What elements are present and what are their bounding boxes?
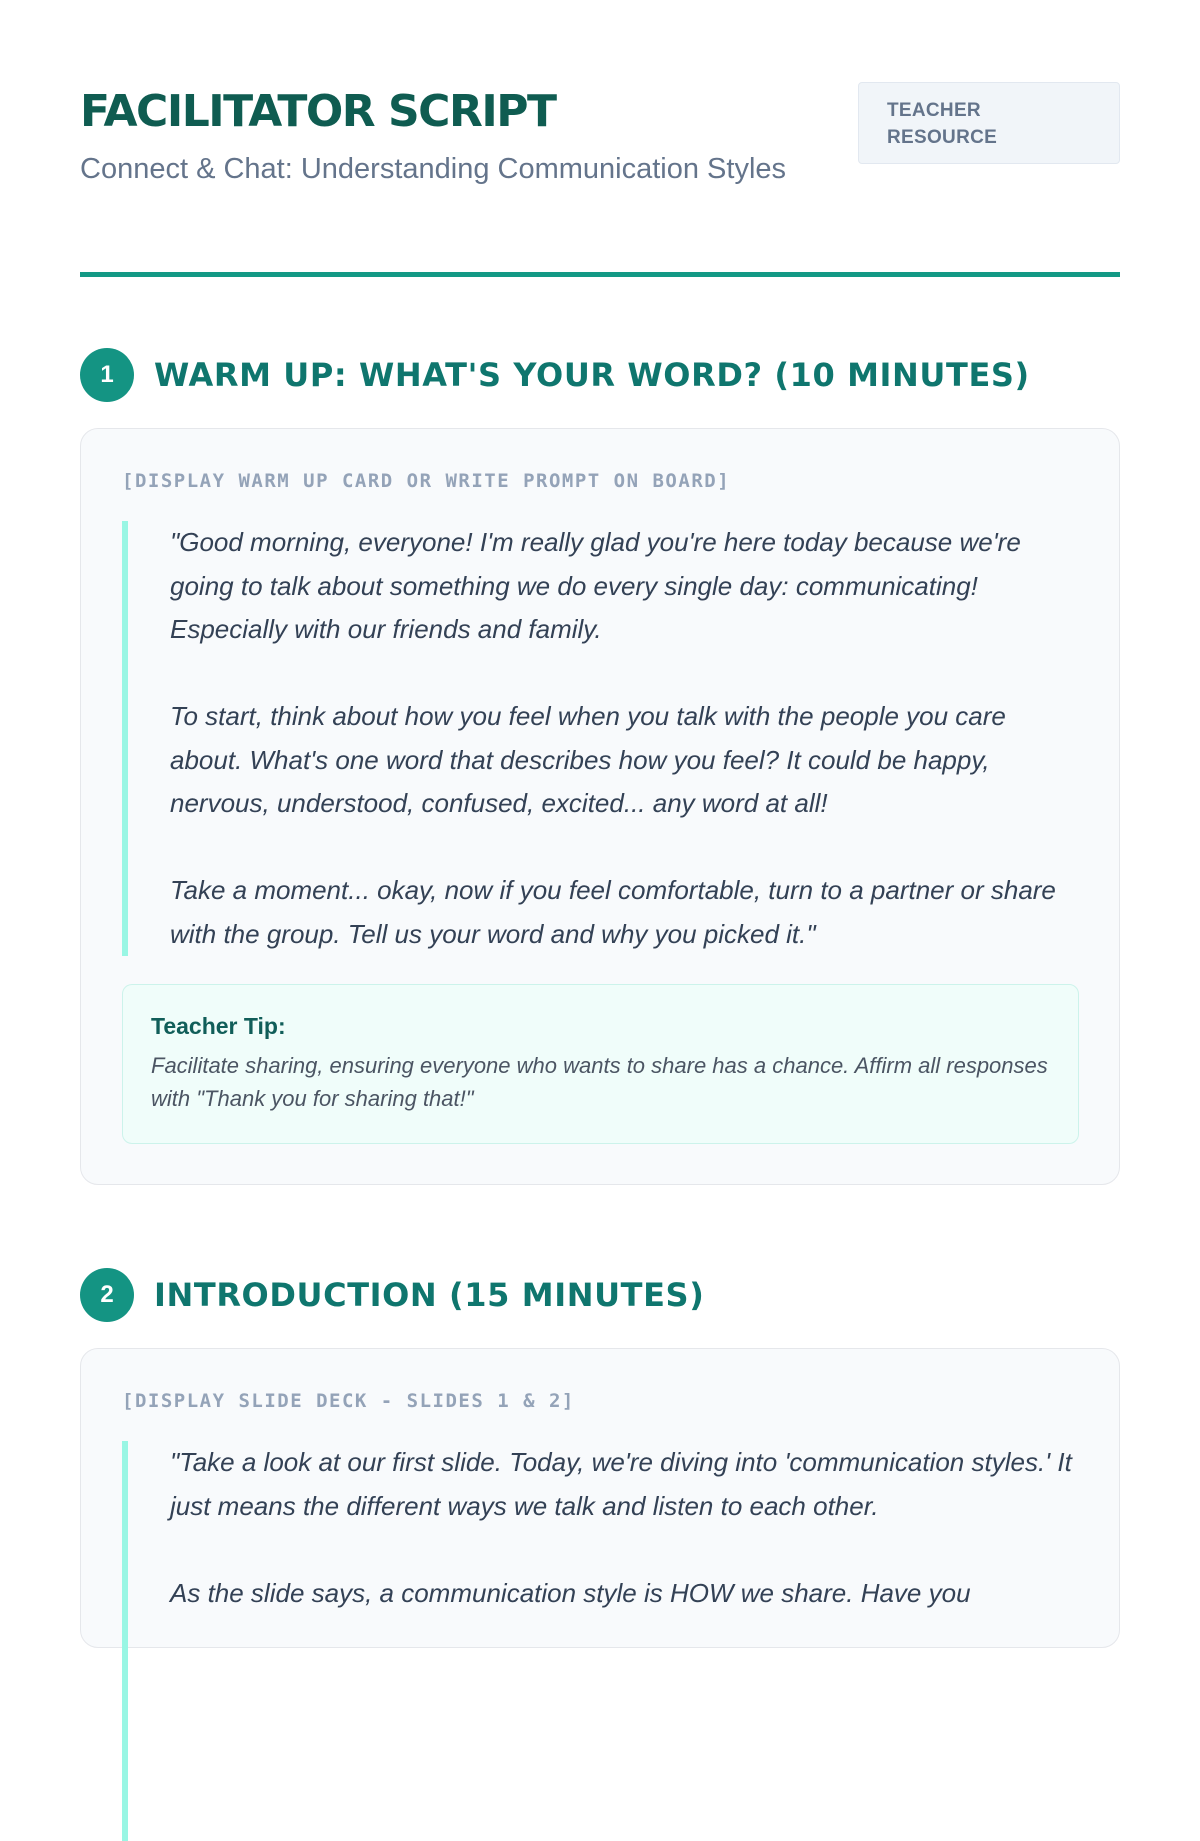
script-paragraph: "Take a look at our first slide. Today, we're diving into 'communication styles.' It just means the different ways we talk and listen to each other.	[170, 1447, 1072, 1521]
script-quote	[122, 521, 1079, 956]
teacher-tip-text: Facilitate sharing, ensuring everyone who wants to share has a chance. Affirm all responses with "Thank you for sharing that!"	[151, 1053, 1048, 1111]
teacher-tip-title: Teacher Tip:	[151, 1013, 286, 1039]
title-block	[80, 84, 800, 192]
section-number-badge: 1	[80, 348, 134, 402]
section-title: WARM UP: WHAT'S YOUR WORD? (10 MINUTES)	[154, 356, 1030, 394]
script-paragraph: Take a moment... okay, now if you feel comfortable, turn to a partner or share with the group. Tell us your word and why you picked it."	[170, 875, 1056, 949]
teacher-tip-box	[122, 984, 1079, 1144]
script-paragraph: "Good morning, everyone! I'm really glad you're here today because we're going to talk about something we do every single day: communicating! Especially with our friends and family.	[170, 527, 1021, 644]
section-1-card	[80, 428, 1120, 1185]
script-paragraph: To start, think about how you feel when you talk with the people you care about. What's one word that describes how you feel? It could be happy, nervous, understood, confused, excited... any word at all!	[170, 701, 1006, 818]
script-quote	[122, 1441, 1079, 1841]
section-2-header	[80, 1268, 704, 1322]
teacher-resource-badge: TEACHER RESOURCE	[858, 82, 1120, 164]
page-title: FACILITATOR SCRIPT	[80, 86, 556, 137]
page-subtitle: Connect & Chat: Understanding Communication Styles	[80, 153, 787, 185]
stage-direction: [DISPLAY WARM UP CARD OR WRITE PROMPT ON BOARD]	[122, 470, 731, 492]
section-title: INTRODUCTION (15 MINUTES)	[154, 1276, 705, 1314]
header-divider	[80, 272, 1120, 277]
section-2-card	[80, 1348, 1120, 1648]
stage-direction: [DISPLAY SLIDE DECK - SLIDES 1 & 2]	[122, 1390, 575, 1412]
section-number-badge: 2	[80, 1268, 134, 1322]
script-paragraph: As the slide says, a communication style is HOW we share. Have you	[170, 1577, 971, 1608]
header	[80, 84, 1120, 192]
section-1-header	[80, 348, 1030, 402]
